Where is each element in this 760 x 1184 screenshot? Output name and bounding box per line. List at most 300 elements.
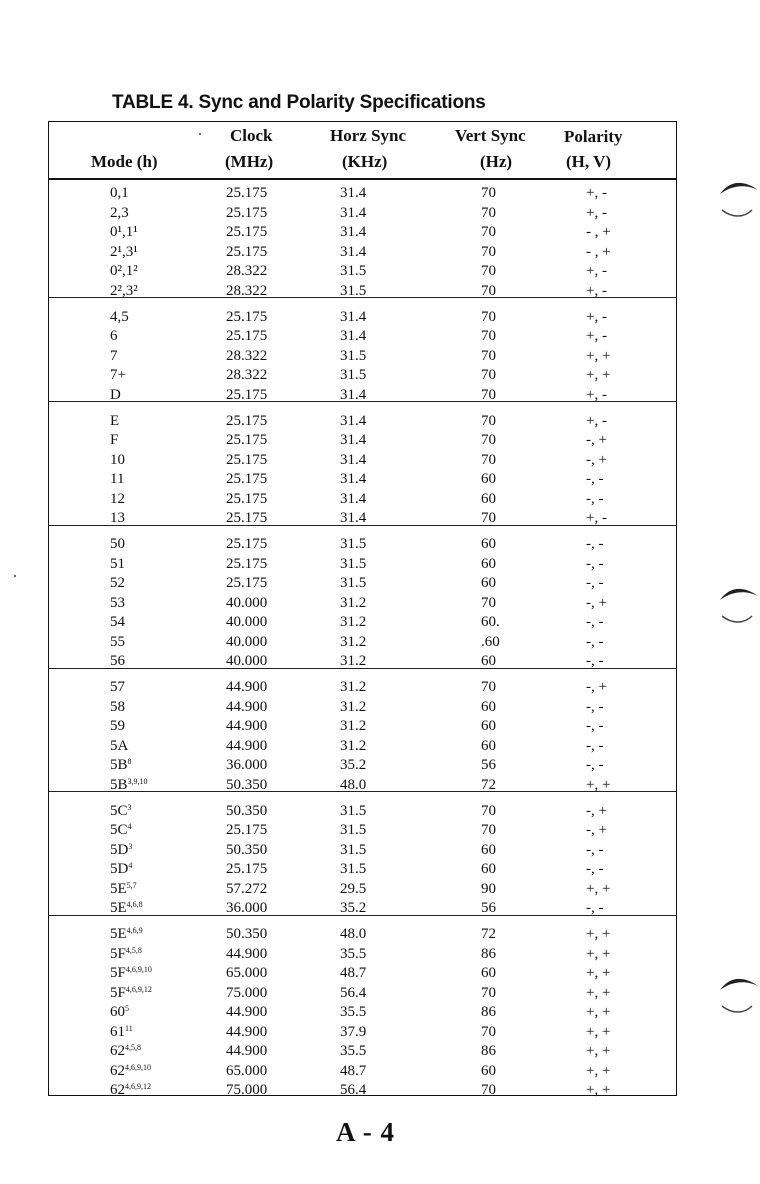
scan-speck	[199, 133, 201, 135]
cell-pol: +, +	[586, 926, 611, 942]
cell-mode: $61^{11}$	[110, 1023, 133, 1040]
table-title: TABLE 4. Sync and Polarity Specifications	[112, 92, 486, 113]
cell-horz: 31.2	[340, 718, 367, 734]
cell-clock: 25.175	[226, 451, 268, 468]
cell-mode: 4,5	[110, 308, 129, 325]
cell-horz: 35.2	[340, 900, 367, 916]
cell-vert: 60	[481, 575, 496, 591]
cell-pol: -, +	[586, 594, 607, 611]
cell-mode: E	[110, 412, 120, 429]
header-polarity-unit: (H, V)	[566, 152, 612, 171]
cell-horz: 31.5	[340, 802, 367, 819]
cell-vert: 70	[481, 308, 496, 325]
mode-footnote: 3	[128, 841, 133, 851]
cell-clock: 25.175	[226, 861, 268, 877]
cell-vert: 70	[481, 679, 496, 695]
cell-horz: 31.4	[340, 412, 367, 429]
cell-pol: +, +	[586, 347, 611, 364]
mode-footnote: 8	[127, 757, 132, 766]
cell-horz: 31.4	[340, 386, 367, 403]
cell-pol: +, -	[586, 328, 607, 344]
cell-mode: 62$^{4,6,9,12}$	[110, 1082, 151, 1098]
cell-clock: 25.175	[226, 555, 268, 572]
cell-horz: 35.2	[340, 757, 367, 773]
cell-clock: 25.175	[226, 432, 268, 448]
cell-horz: 48.7	[340, 1062, 367, 1079]
cell-mode: 58	[110, 698, 125, 715]
cell-vert: 60	[481, 965, 496, 981]
cell-vert: 60	[481, 861, 496, 877]
cell-pol: +, +	[586, 965, 611, 981]
cell-clock: 28.322	[226, 367, 268, 383]
header-horz-unit: (KHz)	[342, 152, 388, 171]
cell-clock: 25.175	[226, 575, 268, 591]
cell-horz: 31.4	[340, 204, 367, 221]
table-row	[49, 945, 676, 964]
binder-hole-mark	[712, 176, 760, 224]
cell-vert: 70	[481, 432, 496, 448]
cell-clock: 25.175	[226, 386, 268, 403]
cell-vert: 70	[481, 185, 496, 201]
cell-horz: 31.2	[340, 737, 367, 754]
cell-pol: +, -	[586, 185, 607, 201]
cell-clock: 36.000	[226, 757, 268, 773]
cell-horz: 31.4	[340, 243, 367, 260]
cell-mode: D	[110, 386, 121, 403]
cell-clock: 25.175	[226, 204, 268, 221]
cell-pol: -, -	[586, 841, 604, 858]
cell-pol: - , +	[586, 224, 611, 240]
cell-clock: 25.175	[226, 308, 268, 325]
cell-pol: +, +	[586, 945, 611, 962]
cell-pol: -, -	[586, 490, 604, 507]
table-row	[49, 535, 676, 554]
cell-vert: 70	[481, 224, 496, 240]
cell-clock: 36.000	[226, 900, 268, 916]
cell-horz: 31.5	[340, 555, 367, 572]
cell-clock: 75.000	[226, 984, 268, 1001]
cell-mode: $60^5$	[110, 1004, 129, 1020]
cell-pol: +, +	[586, 1062, 611, 1079]
cell-pol: - , +	[586, 243, 611, 260]
cell-pol: -, -	[586, 900, 604, 916]
cell-horz: 31.2	[340, 594, 367, 611]
table-row	[49, 984, 676, 1003]
cell-vert: 70	[481, 1082, 496, 1098]
cell-mode: 2²,3²	[110, 282, 138, 299]
cell-horz: 31.5	[340, 282, 367, 299]
scan-speck	[14, 575, 16, 577]
cell-mode: 56	[110, 653, 125, 669]
table-row	[49, 184, 676, 203]
cell-horz: 31.5	[340, 263, 367, 279]
cell-clock: 50.350	[226, 841, 268, 858]
cell-pol: -, -	[586, 555, 604, 572]
table-row	[49, 223, 676, 242]
cell-vert: 70	[481, 594, 496, 611]
cell-pol: -, +	[586, 802, 607, 819]
cell-pol: -, -	[586, 757, 604, 773]
binder-hole-mark	[712, 972, 760, 1020]
table-row	[49, 451, 676, 470]
cell-mode: 0¹,1¹	[110, 224, 138, 240]
cell-clock: 75.000	[226, 1082, 268, 1098]
cell-mode: 57	[110, 679, 125, 695]
cell-mode: $5C^4$	[110, 822, 132, 838]
table-row	[49, 717, 676, 736]
cell-mode: $5C^3$	[110, 802, 132, 819]
cell-vert: 70	[481, 822, 496, 838]
cell-horz: 31.2	[340, 698, 367, 715]
header-clock-label: Clock	[230, 126, 273, 145]
cell-clock: 25.175	[226, 822, 268, 838]
cell-pol: -, +	[586, 679, 607, 695]
cell-horz: 35.5	[340, 945, 367, 962]
cell-horz: 31.5	[340, 841, 367, 858]
cell-pol: +, -	[586, 282, 607, 299]
cell-clock: 40.000	[226, 594, 268, 611]
cell-horz: 31.5	[340, 822, 367, 838]
cell-clock: 28.322	[226, 347, 268, 364]
cell-clock: 25.175	[226, 328, 268, 344]
cell-clock: 44.900	[226, 737, 268, 754]
cell-pol: -, -	[586, 471, 604, 487]
table-row	[49, 204, 676, 223]
cell-pol: +, +	[586, 1023, 611, 1040]
cell-pol: +, +	[586, 1004, 611, 1020]
group-divider	[49, 915, 676, 916]
cell-vert: 70	[481, 451, 496, 468]
cell-horz: 31.5	[340, 347, 367, 364]
cell-clock: 28.322	[226, 282, 268, 299]
cell-mode: $5D^4$	[110, 861, 133, 877]
cell-clock: 25.175	[226, 412, 268, 429]
cell-horz: 31.5	[340, 536, 367, 552]
cell-pol: -, -	[586, 575, 604, 591]
mode-footnote: 3	[127, 802, 132, 812]
cell-vert: 70	[481, 367, 496, 383]
cell-horz: 31.4	[340, 510, 367, 526]
mode-footnote: 5,7	[126, 880, 137, 890]
cell-horz: 31.5	[340, 367, 367, 383]
binder-hole-mark	[712, 582, 760, 630]
cell-vert: 90	[481, 880, 496, 897]
cell-clock: 40.000	[226, 633, 268, 650]
cell-pol: -, +	[586, 432, 607, 448]
cell-clock: 44.900	[226, 1004, 268, 1020]
cell-vert: 70	[481, 412, 496, 429]
cell-vert: 60	[481, 471, 496, 487]
cell-vert: 72	[481, 776, 496, 793]
cell-horz: 48.0	[340, 776, 367, 793]
cell-pol: -, -	[586, 861, 604, 877]
cell-mode: 7+	[110, 367, 126, 383]
cell-pol: +, -	[586, 510, 607, 526]
cell-mode: $5F^{4,6,9,12}$	[110, 984, 152, 1001]
cell-vert: 70	[481, 204, 496, 221]
cell-mode: 62$^{4,6,9,10}$	[110, 1062, 151, 1079]
cell-mode: $5B^{3,9,10}$	[110, 776, 148, 793]
cell-horz: 31.5	[340, 861, 367, 877]
cell-horz: 56.4	[340, 984, 367, 1001]
cell-vert: 60	[481, 555, 496, 572]
table-row	[49, 574, 676, 593]
group-divider	[49, 668, 676, 669]
cell-clock: 28.322	[226, 263, 268, 279]
cell-mode: 53	[110, 594, 125, 611]
table-row	[49, 431, 676, 450]
cell-clock: 65.000	[226, 1062, 268, 1079]
cell-vert: 56	[481, 757, 496, 773]
cell-clock: 50.350	[226, 776, 268, 793]
cell-clock: 25.175	[226, 243, 268, 260]
cell-pol: -, -	[586, 536, 604, 552]
cell-mode: 0,1	[110, 185, 129, 201]
cell-horz: 31.4	[340, 308, 367, 325]
cell-mode: 2¹,3¹	[110, 243, 138, 260]
group-divider	[49, 525, 676, 526]
cell-pol: +, +	[586, 1043, 611, 1059]
cell-vert: 70	[481, 243, 496, 260]
cell-horz: 48.7	[340, 965, 367, 981]
cell-vert: 60	[481, 841, 496, 858]
cell-clock: 25.175	[226, 490, 268, 507]
cell-pol: -, +	[586, 822, 607, 838]
mode-footnote: 4,6,9	[126, 926, 143, 935]
cell-mode: 10	[110, 451, 125, 468]
cell-vert: 60	[481, 737, 496, 754]
cell-clock: 25.175	[226, 471, 268, 487]
cell-horz: 31.4	[340, 490, 367, 507]
table-row	[49, 1003, 676, 1022]
cell-horz: 31.2	[340, 614, 367, 630]
cell-mode: 13	[110, 510, 125, 526]
cell-pol: -, -	[586, 718, 604, 734]
sync-polarity-table	[48, 121, 677, 1096]
cell-clock: 44.900	[226, 1023, 268, 1040]
table-row	[49, 964, 676, 983]
cell-vert: 70	[481, 282, 496, 299]
cell-vert: 72	[481, 926, 496, 942]
cell-mode: $5F^{4,6,9,10}$	[110, 965, 152, 981]
mode-footnote: 4,5,8	[125, 945, 142, 955]
table-row	[49, 366, 676, 385]
cell-vert: 60	[481, 698, 496, 715]
cell-pol: -, -	[586, 633, 604, 650]
table-row	[49, 1081, 676, 1100]
table-row	[49, 613, 676, 632]
table-row	[49, 821, 676, 840]
cell-pol: +, -	[586, 308, 607, 325]
cell-mode: $5E^{4,6,9}$	[110, 926, 143, 942]
cell-mode: 11	[110, 471, 125, 487]
cell-horz: 31.2	[340, 679, 367, 695]
cell-vert: 70	[481, 510, 496, 526]
cell-mode: 51	[110, 555, 125, 572]
cell-pol: +, +	[586, 880, 611, 897]
cell-clock: 25.175	[226, 536, 268, 552]
cell-clock: 44.900	[226, 718, 268, 734]
group-divider	[49, 791, 676, 792]
table-row	[49, 1023, 676, 1042]
cell-pol: -, -	[586, 698, 604, 715]
cell-mode: $5E^{4,6,8}$	[110, 900, 143, 916]
cell-vert: 70	[481, 984, 496, 1001]
cell-clock: 50.350	[226, 926, 268, 942]
mode-footnote: 4	[127, 822, 132, 831]
table-row	[49, 802, 676, 821]
header-clock-unit: (MHz)	[225, 152, 274, 171]
table-row	[49, 262, 676, 281]
cell-mode: 7	[110, 347, 118, 364]
group-divider	[49, 297, 676, 298]
mode-footnote: 11	[125, 1023, 133, 1033]
cell-horz: 56.4	[340, 1082, 367, 1098]
table-row	[49, 490, 676, 509]
table-row	[49, 880, 676, 899]
cell-pol: -, -	[586, 653, 604, 669]
cell-vert: 60	[481, 1062, 496, 1079]
table-row	[49, 470, 676, 489]
table-row	[49, 555, 676, 574]
cell-pol: +, +	[586, 367, 611, 383]
mode-footnote: 4,6,9,12	[125, 984, 152, 994]
cell-horz: 31.4	[340, 328, 367, 344]
cell-clock: 25.175	[226, 224, 268, 240]
cell-clock: 44.900	[226, 945, 268, 962]
table-row	[49, 412, 676, 431]
cell-horz: 35.5	[340, 1043, 367, 1059]
header-horz-label: Horz Sync	[330, 126, 407, 145]
table-row	[49, 633, 676, 652]
table-row	[49, 243, 676, 262]
cell-horz: 31.4	[340, 432, 367, 448]
table-row	[49, 678, 676, 697]
cell-clock: 44.900	[226, 1043, 268, 1059]
cell-horz: 31.5	[340, 575, 367, 591]
cell-horz: 31.4	[340, 185, 367, 201]
mode-footnote: 5	[125, 1004, 129, 1013]
cell-clock: 25.175	[226, 510, 268, 526]
table-row	[49, 698, 676, 717]
table-row	[49, 1042, 676, 1061]
table-row	[49, 327, 676, 346]
table-row	[49, 841, 676, 860]
cell-pol: -, -	[586, 614, 604, 630]
cell-horz: 48.0	[340, 926, 367, 942]
cell-mode: $5E^{5,7}$	[110, 880, 137, 897]
cell-horz: 31.4	[340, 471, 367, 487]
mode-footnote: 4,6,9,10	[125, 965, 152, 974]
cell-vert: 86	[481, 1043, 496, 1059]
cell-vert: 70	[481, 386, 496, 403]
cell-mode: 59	[110, 718, 125, 734]
cell-clock: 40.000	[226, 653, 268, 669]
cell-mode: 5A	[110, 737, 129, 754]
cell-vert: 60.	[481, 614, 500, 630]
mode-footnote: 4,6,9,10	[125, 1062, 151, 1072]
cell-pol: -, +	[586, 451, 607, 468]
cell-mode: 12	[110, 490, 125, 507]
cell-vert: 60	[481, 653, 496, 669]
cell-mode: 55	[110, 633, 125, 650]
header-vert-label: Vert Sync	[455, 126, 526, 145]
mode-footnote: 4,6,9,12	[125, 1082, 151, 1091]
cell-pol: +, -	[586, 204, 607, 221]
cell-horz: 31.2	[340, 653, 367, 669]
cell-vert: 60	[481, 718, 496, 734]
cell-vert: 70	[481, 347, 496, 364]
cell-vert: 56	[481, 900, 496, 916]
table-row	[49, 737, 676, 756]
header-mode-label: Mode (h)	[91, 152, 158, 171]
cell-pol: +, -	[586, 412, 607, 429]
cell-vert: 60	[481, 536, 496, 552]
cell-horz: 29.5	[340, 880, 367, 897]
mode-footnote: 4,6,8	[126, 900, 143, 909]
cell-pol: +, +	[586, 984, 611, 1001]
cell-clock: 40.000	[226, 614, 268, 630]
cell-mode: $5F^{4,5,8}$	[110, 945, 142, 962]
table-row	[49, 308, 676, 327]
mode-footnote: 4	[128, 861, 133, 870]
cell-clock: 57.272	[226, 880, 268, 897]
cell-horz: 31.4	[340, 451, 367, 468]
cell-horz: 35.5	[340, 1004, 367, 1020]
cell-mode: $5B^8$	[110, 757, 132, 773]
group-divider	[49, 401, 676, 402]
cell-clock: 44.900	[226, 679, 268, 695]
cell-mode: $5D^3$	[110, 841, 133, 858]
mode-footnote: 3,9,10	[127, 776, 148, 786]
cell-pol: -, -	[586, 737, 604, 754]
cell-pol: +, -	[586, 386, 607, 403]
cell-mode: 62$^{4,5,8}$	[110, 1043, 141, 1059]
table-row	[49, 925, 676, 944]
cell-vert: 70	[481, 328, 496, 344]
table-row	[49, 347, 676, 366]
table-row	[49, 1062, 676, 1081]
cell-mode: 2,3	[110, 204, 129, 221]
cell-vert: 70	[481, 1023, 496, 1040]
table-row	[49, 594, 676, 613]
cell-mode: 52	[110, 575, 125, 591]
cell-vert: 86	[481, 1004, 496, 1020]
cell-horz: 31.2	[340, 633, 367, 650]
header-vert-unit: (Hz)	[480, 152, 513, 171]
cell-vert: 86	[481, 945, 496, 962]
cell-mode: 0²,1²	[110, 263, 138, 279]
cell-clock: 25.175	[226, 185, 268, 201]
cell-pol: +, +	[586, 1082, 611, 1098]
cell-clock: 50.350	[226, 802, 268, 819]
cell-horz: 31.4	[340, 224, 367, 240]
cell-mode: F	[110, 432, 119, 448]
cell-mode: 54	[110, 614, 125, 630]
cell-clock: 44.900	[226, 698, 268, 715]
cell-vert: .60	[481, 633, 500, 650]
mode-footnote: 4,5,8	[125, 1043, 141, 1052]
cell-vert: 70	[481, 802, 496, 819]
page-number: A - 4	[336, 1117, 395, 1147]
cell-pol: +, +	[586, 776, 611, 793]
cell-mode: 50	[110, 536, 125, 552]
table-row	[49, 756, 676, 775]
header-divider	[49, 178, 676, 180]
cell-mode: 6	[110, 328, 118, 344]
cell-vert: 60	[481, 490, 496, 507]
cell-horz: 37.9	[340, 1023, 367, 1040]
